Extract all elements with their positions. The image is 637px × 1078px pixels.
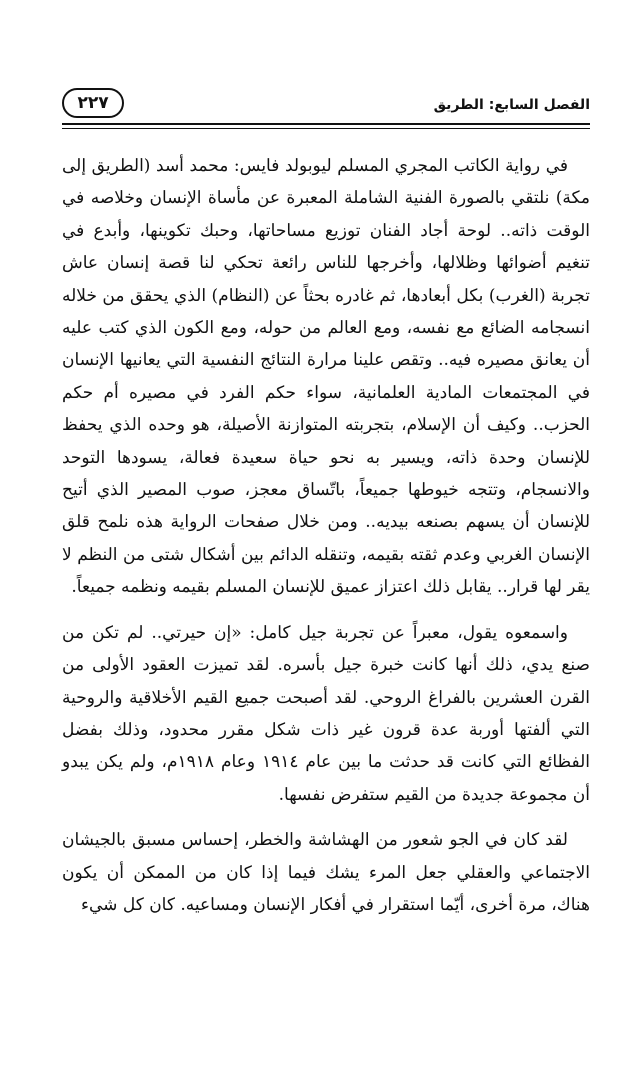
- header-rule-thin: [62, 128, 590, 129]
- page-number-badge: [62, 88, 124, 118]
- paragraph: في رواية الكاتب المجري المسلم ليوبولد فايس: محمد أسد (الطريق إلى مكة) نلتقي بالصورة الفنية الشاملة المعبرة عن مأساة الإنسان وخلاصه في الوقت ذاته.. لوحة أجاد الفنان توزيع مساحاتها، وحبك تكوينها، وأبدع في تنغيم أضوائها وظلالها، وأخرجها للناس رائعة تحكي لنا قصة إنسان عاش تجربة (الغرب) بكل أبعادها، ثم غادره بحثاً عن (النظام) الذي يحقق من خلاله انسجامه الضائع مع نفسه، ومع العالم من حوله، ومع الكون الذي كتب عليه أن يعانق مصيره فيه.. وتقص علينا مرارة النتائج النفسية التي يعانيها الإنسان في المجتمعات المادية العلمانية، سواء حكم الفرد في مصيره أم حكم الحزب.. وكيف أن الإسلام، بتجربته المتوازنة الأصيلة، هو وحده الذي يحفظ للإنسان وحدة ذاته، ويسير به نحو حياة سعيدة فعالة، يسودها التوحد والانسجام، وتتجه خيوطها جميعاً، باتّساق معجز، صوب المصير الذي أتيح للإنسان أن يسهم بصنعه بيديه.. ومن خلال صفحات الرواية هذه نلمح قلق الإنسان الغربي وعدم ثقته بقيمه، وتنقله الدائم بين أشكال شتى من النظم لا يقر لها قرار.. يقابل ذلك اعتزاز عميق للإنسان المسلم بقيمه ونظمه جميعاً.: [62, 156, 590, 598]
- page-number: ٢٢٧: [77, 93, 109, 113]
- chapter-title: الفصل السابع: الطريق: [433, 97, 590, 113]
- running-header: [62, 88, 590, 124]
- header-rule: [62, 123, 590, 125]
- body-text: [62, 150, 590, 921]
- paragraph: واسمعوه يقول، معبراً عن تجربة جيل كامل: «إن حيرتي.. لم تكن من صنع يدي، ذلك أنها كانت خبرة جيل بأسره. لقد تميزت العقود الأولى من القرن العشرين بالفراغ الروحي. لقد أصبحت جميع القيم الأخلاقية والروحية التي ألفتها أوربة عدة قرون غير ذات شكل مقرر محدود، وذلك بفضل الفظائع التي كانت قد حدثت ما بين عام ١٩١٤ وعام ١٩١٨م، ولم يكن يبدو أن مجموعة جديدة من القيم ستفرض نفسها.: [62, 622, 590, 805]
- paragraph: لقد كان في الجو شعور من الهشاشة والخطر، إحساس مسبق بالجيشان الاجتماعي والعقلي جعل المرء يشك فيما إذا كان من الممكن أن يكون هناك، مرة أخرى، أيّما استقرار في أفكار الإنسان ومساعيه. كان كل شيء: [62, 830, 590, 915]
